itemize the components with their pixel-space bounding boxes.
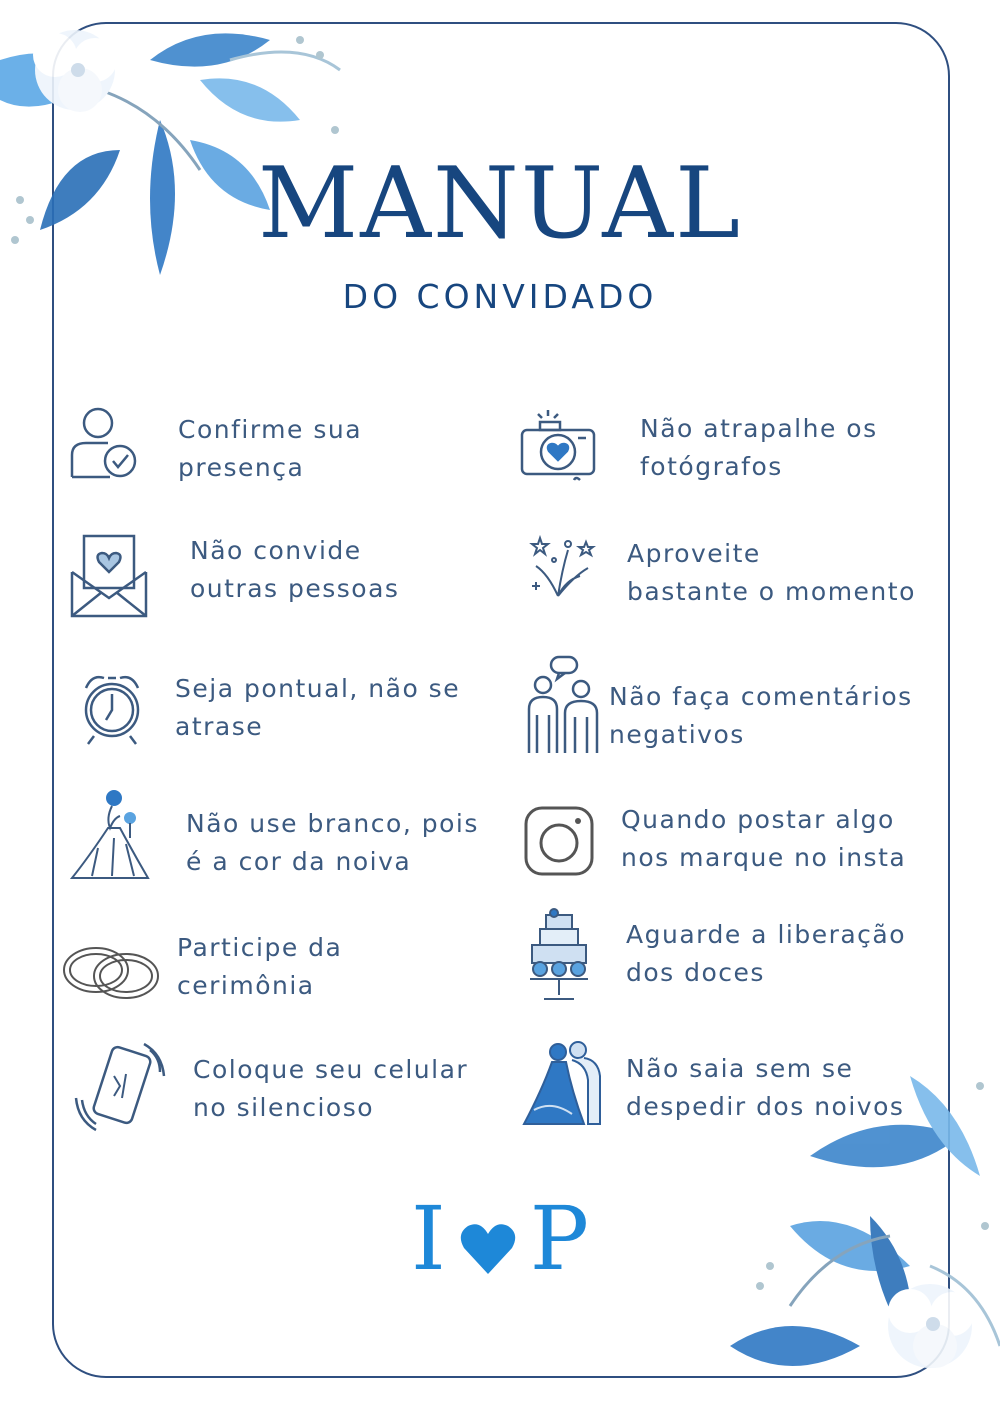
couple-icon — [522, 1040, 606, 1126]
rule-text-line: é a cor da noiva — [186, 847, 412, 876]
rule-text-line: Não atrapalhe os — [640, 414, 878, 443]
rule-text-line: Quando postar algo — [621, 805, 895, 834]
camera-heart-icon — [518, 408, 598, 486]
monogram-right-initial: P — [529, 1187, 589, 1290]
rule-text-line: dos doces — [626, 958, 765, 987]
rule-text-line: Confirme sua — [178, 415, 363, 444]
rule-text-line: Não faça comentários — [609, 682, 913, 711]
page-subtitle: DO CONVIDADO — [342, 277, 658, 316]
rule-text-line: atrase — [175, 712, 264, 741]
phone-silent-icon — [72, 1040, 170, 1134]
rule-text-line: Não use branco, pois — [186, 809, 479, 838]
rule-text-line: Participe da — [177, 933, 343, 962]
rule-text-line: negativos — [609, 720, 745, 749]
rule-text-line: Seja pontual, não se — [175, 674, 461, 703]
rule-text-line: Aguarde a liberação — [626, 920, 907, 949]
alarm-clock-icon — [80, 670, 144, 746]
rule-text-line: despedir dos noivos — [626, 1092, 905, 1121]
fireworks-icon — [528, 530, 598, 600]
couple-monogram — [0, 1187, 1000, 1290]
wedding-rings-icon — [60, 940, 164, 1002]
rule-text-line: Aproveite — [627, 539, 761, 568]
instagram-icon — [523, 805, 595, 877]
envelope-heart-icon — [68, 532, 150, 620]
bride-dress-icon — [68, 788, 152, 882]
user-check-icon — [68, 405, 140, 481]
rule-text-line: fotógrafos — [640, 452, 783, 481]
rule-text-line: nos marque no insta — [621, 843, 907, 872]
cake-icon — [524, 905, 594, 1005]
rule-text-line: bastante o momento — [627, 577, 916, 606]
heart-icon — [458, 1202, 518, 1290]
rule-text-line: cerimônia — [177, 971, 315, 1000]
page-title: MANUAL — [257, 147, 743, 261]
rule-text-line: presença — [178, 453, 305, 482]
monogram-left-initial: I — [411, 1187, 446, 1290]
rule-text-line: no silencioso — [193, 1093, 375, 1122]
rule-text-line: Coloque seu celular — [193, 1055, 469, 1084]
rule-text-line: Não convide — [190, 536, 362, 565]
people-talking-icon — [523, 655, 603, 755]
rule-text-line: Não saia sem se — [626, 1054, 854, 1083]
rule-text-line: outras pessoas — [190, 574, 400, 603]
